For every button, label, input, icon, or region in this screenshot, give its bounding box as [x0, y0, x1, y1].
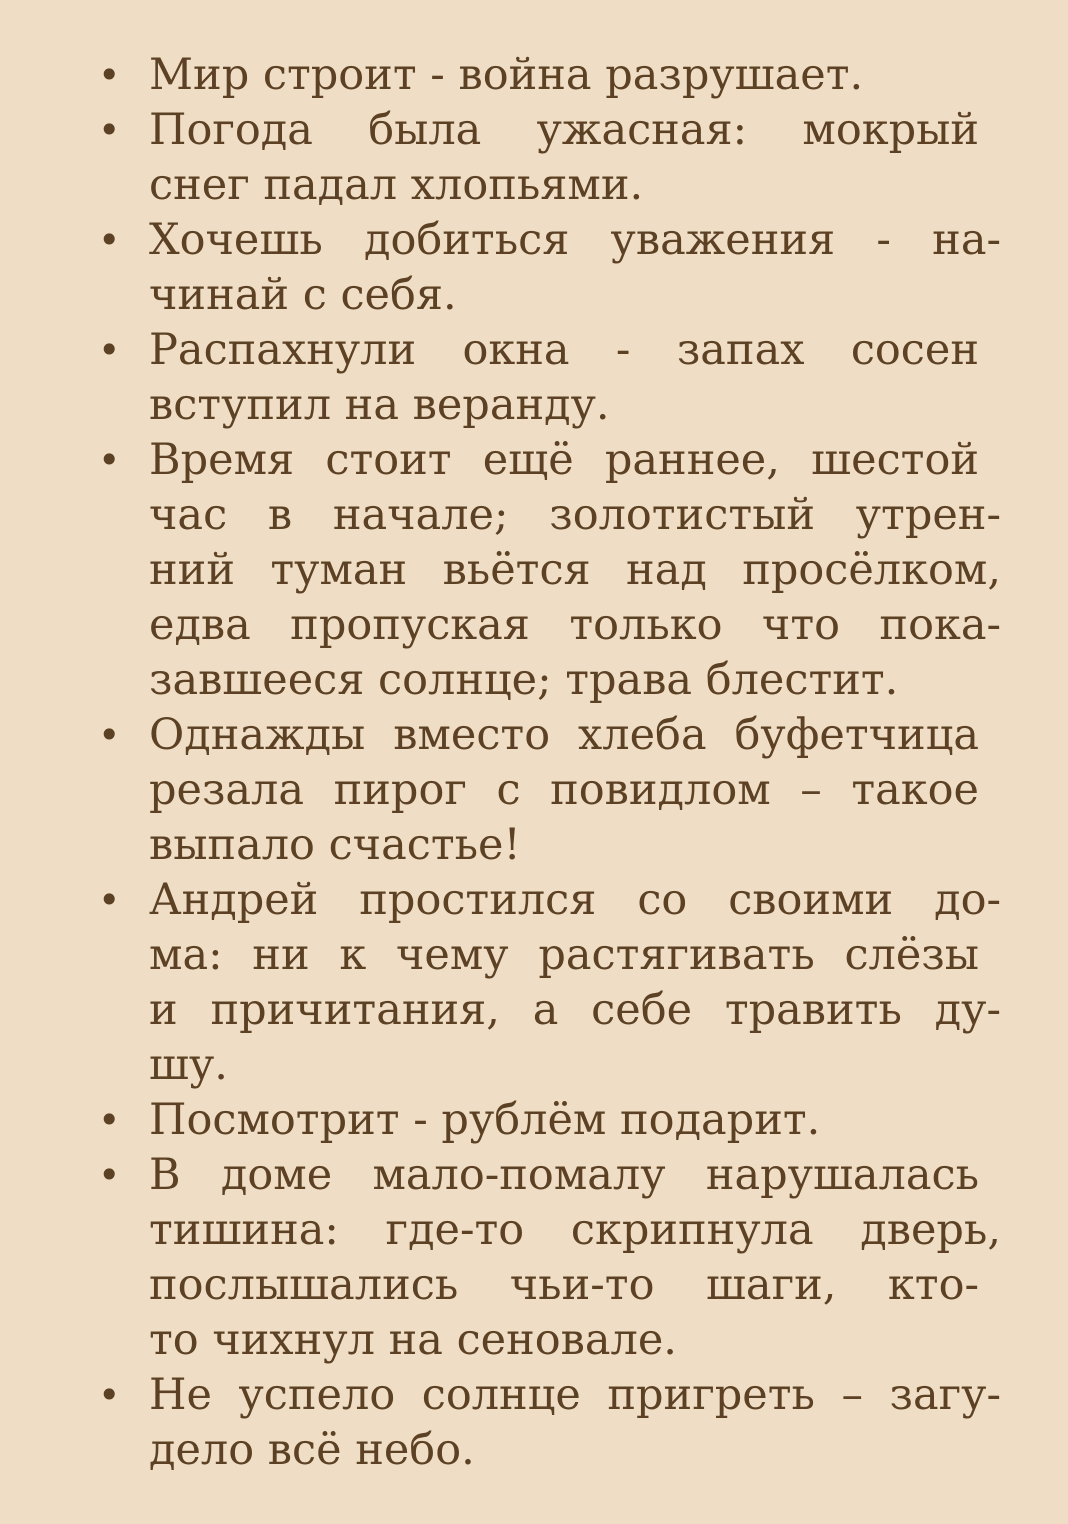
text-line: выпало счастье!	[149, 820, 521, 870]
text-line: вступил на веранду.	[149, 380, 610, 430]
bullet: •	[98, 1098, 121, 1142]
text-line: дело всё небо.	[149, 1425, 475, 1475]
text-line: Не успело солнце пригреть – загу-	[149, 1370, 1001, 1420]
text-line: ма: ни к чему растягивать слёзы	[149, 930, 979, 980]
bullet: •	[98, 108, 121, 152]
bullet: •	[98, 878, 121, 922]
bullet: •	[98, 328, 121, 372]
text-line: снег падал хлопьями.	[149, 160, 644, 210]
bullet: •	[98, 218, 121, 262]
text-line: то чихнул на сеновале.	[149, 1315, 677, 1365]
bullet: •	[98, 713, 121, 757]
text-line: Андрей простился со своими до-	[149, 875, 1001, 925]
text-line: завшееся солнце; трава блестит.	[149, 655, 899, 705]
text-line: Мир строит - война разрушает.	[149, 50, 864, 100]
text-line: Погода была ужасная: мокрый	[149, 105, 979, 155]
bullet: •	[98, 1153, 121, 1197]
bullet: •	[98, 53, 121, 97]
text-line: В доме мало-помалу нарушалась	[149, 1150, 979, 1200]
text-line: и причитания, а себе травить ду-	[149, 985, 1001, 1035]
text-line: час в начале; золотистый утрен-	[149, 490, 1001, 540]
text-line: шу.	[149, 1040, 228, 1090]
text-line: тишина: где-то скрипнула дверь,	[149, 1205, 1001, 1255]
text-line: едва пропуская только что пока-	[149, 600, 1001, 650]
text-line: Время стоит ещё раннее, шестой	[149, 435, 979, 485]
text-line: Посмотрит - рублём подарит.	[149, 1095, 821, 1145]
text-line: резала пирог с повидлом – такое	[149, 765, 979, 815]
bullet: •	[98, 1373, 121, 1417]
text-line: Хочешь добиться уважения - на-	[149, 215, 1001, 265]
text-line: Распахнули окна - запах сосен	[149, 325, 979, 375]
text-line: чинай с себя.	[149, 270, 457, 320]
text-line: послышались чьи-то шаги, кто-	[149, 1260, 979, 1310]
bullet: •	[98, 438, 121, 482]
text-line: Однажды вместо хлеба буфетчица	[149, 710, 979, 760]
text-line: ний туман вьётся над просёлком,	[149, 545, 1001, 595]
